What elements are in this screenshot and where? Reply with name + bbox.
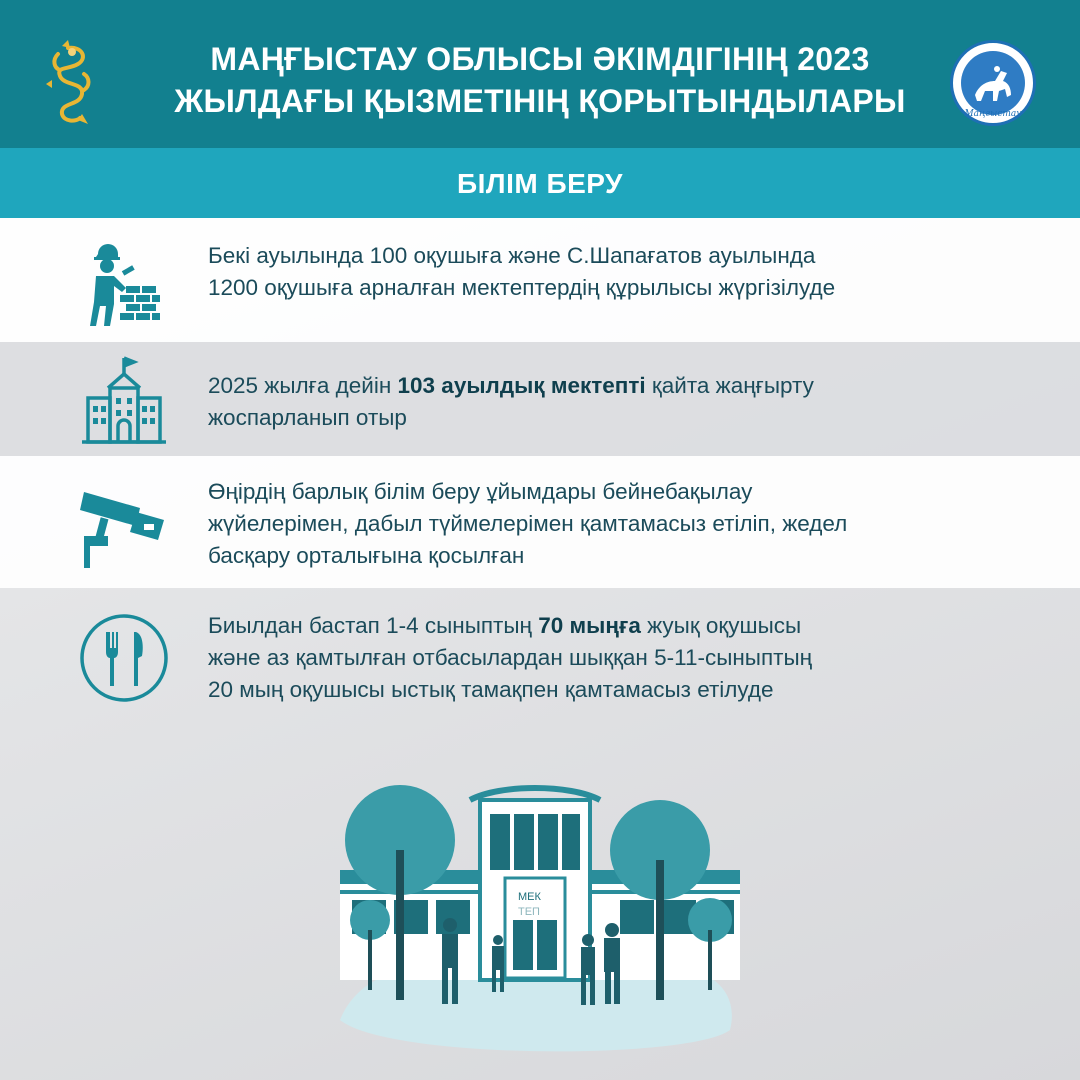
- item-text-line: және аз қамтылған отбасылардан шыққан 5-11-сыныптың: [208, 645, 813, 670]
- construction-worker-icon: [78, 236, 170, 328]
- item-text-fragment: жуық оқушысы: [640, 613, 802, 638]
- section-title: БІЛІМ БЕРУ: [457, 168, 623, 199]
- seal-caption: Маңғыстау: [964, 109, 1022, 119]
- header: [0, 0, 1080, 148]
- fork-knife-icon: [78, 612, 170, 704]
- list-item: [0, 342, 1080, 456]
- page-title: [110, 38, 970, 122]
- school-illustration: [330, 770, 750, 1060]
- item-text-line: 1200 оқушыға арналған мектептердің құрылысы жүргізілуде: [208, 275, 836, 300]
- item-text-highlight: 70 мыңға: [538, 613, 641, 638]
- item-text-line: Өңірдің барлық білім беру ұйымдары бейнебақылау: [208, 479, 753, 504]
- list-item: [0, 588, 1080, 738]
- section-band: [0, 148, 1080, 218]
- item-text-line: 20 мың оқушысы ыстық тамақпен қамтамасыз етілуде: [208, 677, 774, 702]
- regional-seal-logo: [950, 40, 1036, 126]
- list-item: [0, 456, 1080, 588]
- item-text-line: Бекі ауылында 100 оқушыға және С.Шапағатов ауылында: [208, 243, 816, 268]
- item-text-line: жүйелерімен, дабыл түймелерімен қамтамасыз етіліп, жедел: [208, 511, 848, 536]
- item-text: [208, 370, 1048, 434]
- item-text-highlight: 103 ауылдық мектепті: [397, 373, 646, 398]
- page-title-line-2: ЖЫЛДАҒЫ ҚЫЗМЕТІНІҢ ҚОРЫТЫНДЫЛАРЫ: [174, 83, 906, 119]
- item-text: [208, 476, 1048, 572]
- item-text-line: [208, 370, 1048, 402]
- school-sign: ТЕП: [518, 906, 540, 918]
- item-text-line: басқару орталығына қосылған: [208, 543, 525, 568]
- dragon-emblem-icon: [38, 40, 98, 126]
- seal-horse-emblem: [961, 51, 1025, 115]
- item-text-fragment: 2025 жылға дейін: [208, 373, 398, 398]
- item-text-line: [208, 610, 1048, 642]
- item-text: [208, 240, 1048, 304]
- page-title-line-1: МАҢҒЫСТАУ ОБЛЫСЫ ӘКІМДІГІНІҢ 2023: [210, 41, 870, 77]
- horse-rider-icon: [961, 51, 1025, 115]
- item-text-line: жоспарланып отыр: [208, 405, 407, 430]
- item-text-fragment: Биылдан бастап 1-4 сыныптың: [208, 613, 539, 638]
- security-camera-icon: [78, 478, 170, 570]
- item-text-fragment: қайта жаңғырту: [645, 373, 814, 398]
- school-building-icon: [78, 354, 170, 446]
- school-sign: МЕК: [518, 891, 541, 903]
- item-text: [208, 610, 1048, 706]
- list-item: [0, 218, 1080, 342]
